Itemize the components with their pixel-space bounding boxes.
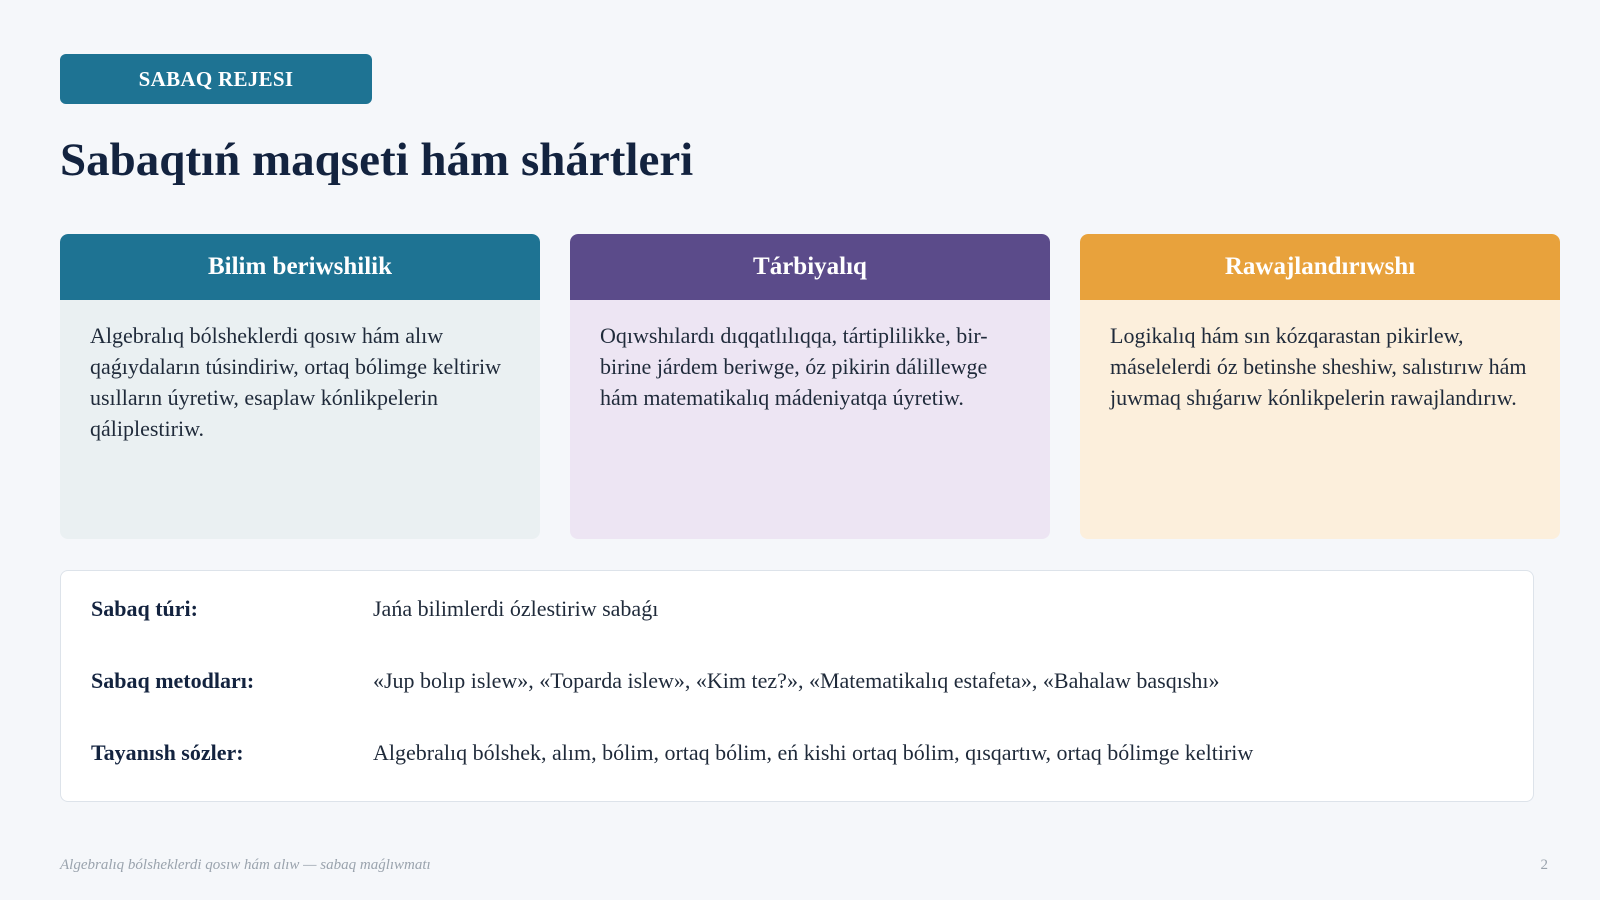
info-value: Jańa bilimlerdi ózlestiriw sabaǵı <box>373 596 659 621</box>
info-value: Algebralıq bólshek, alım, bólim, ortaq bólim, eń kishi ortaq bólim, qısqartıw, ortaq bólimge keltiriw <box>373 740 1254 765</box>
goal-card-educational <box>60 234 540 539</box>
footer-caption: Algebralıq bólsheklerdi qosıw hám alıw — sabaq maǵlıwmatı <box>60 857 431 873</box>
info-row-key-words <box>91 737 1503 769</box>
info-label: Sabaq túri: <box>91 596 198 621</box>
goal-card-upbringing <box>570 234 1050 539</box>
goal-card-body: Algebralıq bólsheklerdi qosıw hám alıw qaǵıydaların túsindiriw, ortaq bólimge keltiriw usılların úyretiw, esaplaw kónlikpelerin qáliplestiriw. <box>90 323 501 441</box>
page-number: 2 <box>1540 857 1548 873</box>
goal-card-header: Bilim beriwshilik <box>60 234 540 300</box>
info-label: Tayanısh sózler: <box>91 740 244 765</box>
info-label: Sabaq metodları: <box>91 668 255 693</box>
section-badge-label: SABAQ REJESI <box>138 66 294 91</box>
lesson-info-box <box>60 570 1534 802</box>
info-value: «Jup bolıp islew», «Toparda islew», «Kim tez?», «Matematikalıq estafeta», «Bahalaw basqıshı» <box>373 668 1220 693</box>
goal-card-developmental <box>1080 234 1560 539</box>
section-badge <box>60 54 372 104</box>
goal-card-header: Tárbiyalıq <box>570 234 1050 300</box>
goal-card-body: Logikalıq hám sın kózqarastan pikirlew, máselelerdi óz betinshe sheshiw, salıstırıw hám juwmaq shıǵarıw kónlikpelerin rawajlandırıw. <box>1110 323 1527 410</box>
page-title: Sabaqtıń maqseti hám shártleri <box>60 134 694 186</box>
goal-card-header: Rawajlandırıwshı <box>1080 234 1560 300</box>
info-row-lesson-type <box>91 593 1503 625</box>
info-row-lesson-methods <box>91 665 1503 697</box>
goal-card-body: Oqıwshılardı dıqqatlılıqqa, tártiplilikke, bir-birine járdem beriwge, óz pikirin dálillewge hám matematikalıq mádeniyatqa úyretiw. <box>600 323 988 410</box>
